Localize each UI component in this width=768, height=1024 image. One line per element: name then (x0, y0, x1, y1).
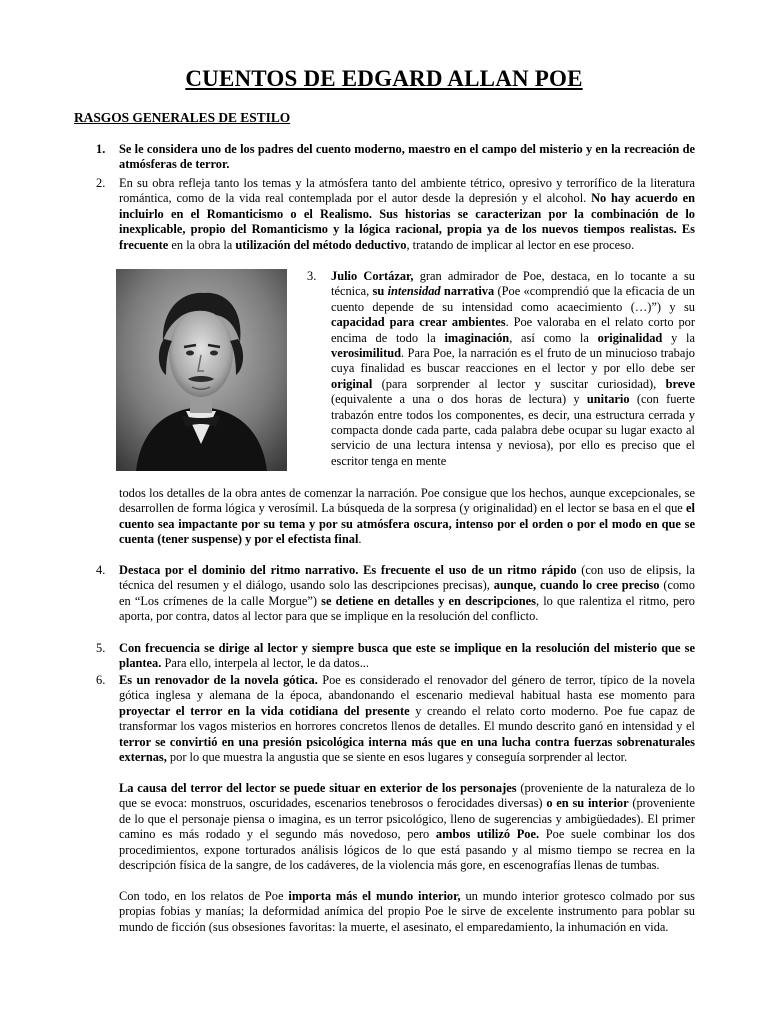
item-3-text-7: capacidad para crear ambientes (331, 315, 506, 330)
item-6-text-2: Poe es considerado el renovador del género de terror, típico de la novela gótica inglesa y alemana de la época, abandonando el escenario medieval habitual hasta ese momento para (119, 673, 695, 703)
item-3-text-21: todos los detalles de la obra antes de comenzar la narración. Poe consigue que los hechos, aunque excepcionales, se desarrollen de forma lógica y verosímil. La búsqueda de la sorpresa (y originalidad) en el lector se basa en el que (119, 486, 695, 516)
item-6-text-3: proyectar el terror en la vida cotidiana del presente (119, 703, 410, 718)
item-2-text-6: , tratando de implicar al lector en ese proceso. (406, 237, 635, 252)
item-3-text-12: y la (662, 330, 695, 345)
item-2-text-4: en la obra la (168, 237, 236, 252)
item-6-text-4: y creando el relato corto moderno. Poe fue capaz de transformar los vagos misterios en horrores concretos llenos de detalles. El mundo descrito ganó en intensidad y el (119, 703, 695, 734)
item-3-text-4: intensidad (387, 284, 441, 299)
item-4-text-3: aunque, cuando lo cree preciso (493, 578, 660, 593)
item-6-text-5: terror se convirtió en una presión psicológica interna más que en una lucha contra fuerzas sobrenaturales externas, (119, 734, 695, 765)
item-3-text-16: (para sorprender al lector y suscitar curiosidad), (372, 376, 666, 391)
item-3-text-8: . Poe valoraba en el relato corto por encima de todo la (331, 315, 695, 345)
item-6-text-1: Es un renovador de la novela gótica. (119, 673, 318, 687)
list-item-1: Se le considera uno de los padres del cuento moderno, maestro en el campo del misterio y en la recreación de atmósferas de terror. (119, 142, 695, 172)
item-number-1: 1. (96, 142, 106, 156)
item-number-3: 3. (307, 269, 317, 283)
item-4-text-6: , lo que ralentiza el ritmo, pero aporta, por contra, datos al lector para que se implique en la resolución del conflicto. (119, 593, 695, 624)
item-4-text-1: Destaca por el dominio del ritmo narrativo. Es frecuente el uso de un ritmo rápido (119, 563, 577, 577)
item-3-text-14: . Para Poe, la narración es el fruto de un minucioso trabajo cuya finalidad es buscar reacciones en el lector y por ello debe ser (331, 346, 695, 376)
list-item-5 (119, 641, 695, 672)
para-a-text-5: ambos utilizó Poe. (435, 827, 540, 842)
item-3-text-3: su (372, 284, 388, 299)
list-item-3 (331, 269, 695, 469)
para-b-text-3: un mundo interior grotesco colmado por sus propias fobias y manías; la deformidad anímica del propio Poe le sirve de excelente instrumento para poblar su mundo de ficción (sus obsesiones favoritas: la muerte, el asesinato, el emparedamiento, la inhumación en vida. (119, 889, 695, 934)
para-a-text-4: (proveniente de lo que el personaje piensa o imagina, es un terror psicológico, lleno de sugerencias y ambigüedades). El primer camino es más rodado y el segundo más novedoso, pero (119, 796, 695, 842)
item-5-text-2: Para ello, interpela al lector, le da datos... (161, 656, 369, 671)
list-item-4 (119, 563, 695, 625)
item-3-text-22: el cuento sea impactante por su tema y por su atmósfera oscura, intenso por el orden o por el modo en que se cuenta (tener suspense) y por el efectista final (119, 501, 695, 547)
item-2-text-2: No hay acuerdo en incluirlo en el Romanticismo o el Realismo. Sus historias se caracterizan por la combinación de lo inexplicable, propio del Romanticismo y la lógica racional, propia ya de los nuevos tiempos realistas. Es (119, 191, 696, 237)
item-3-text-11: originalidad (597, 330, 663, 345)
item-3-text-5: narrativa (440, 284, 495, 299)
item-3-text-20: (con fuerte trabazón entre todos los componentes, es decir, una estructura cerrada y compacta donde cada parte, cada palabra debe ocupar su lugar exacto al servicio de una lectura intensa y neviosa), por ello es preciso que el escritor tenga en mente (331, 392, 695, 468)
item-4-text-5: se detiene en detalles y en descripciones (321, 593, 536, 608)
item-3-text-10: , así como la (509, 330, 598, 345)
paragraph-terror-causes (119, 781, 695, 873)
para-a-text-6: Poe suele combinar los dos procedimientos, expone torturados análisis lógicos de lo que está pasando y al mismo tiempo se recrea en la descripción física de la sangre, de los cadáveres, de la violencia más gore, en escenografías llenas de tumbas. (119, 827, 695, 873)
item-3-text-13: verosimilitud (331, 346, 401, 361)
document-title: CUENTOS DE EDGARD ALLAN POE (185, 66, 583, 91)
item-3-text-18: (equivalente a una o dos horas de lectura) y (331, 392, 587, 407)
item-3-text-23: . (358, 532, 362, 547)
item-number-6: 6. (96, 673, 106, 687)
item-3-text-1: Julio Cortázar, (331, 269, 414, 283)
item-2-text-3: frecuente (119, 237, 169, 252)
item-3-text-9: imaginación (444, 330, 510, 345)
item-3-text-15: original (331, 376, 373, 391)
item-2-text-5: utilización del método deductivo (235, 237, 407, 252)
list-item-6 (119, 673, 695, 765)
item-number-4: 4. (96, 563, 106, 577)
item-4-text-2: (con uso de elipsis, la técnica del resumen y el diálogo, usando solo las descripciones precisas), (119, 563, 695, 593)
section-heading: RASGOS GENERALES DE ESTILO (74, 110, 291, 125)
item-4-text-4: (como en “Los crímenes de la calle Morgue”) (119, 578, 695, 608)
item-number-2: 2. (96, 176, 106, 190)
item-6-text-6: por lo que muestra la angustia que se siente en esos lugares y conseguía sorprender al lector. (166, 750, 628, 765)
item-2-text-1: En su obra refleja tanto los temas y la atmósfera tanto del ambiente tétrico, opresivo y terrorífico de la literatura romántica, como de la vida real contemplada por el autor desde la depresión y el alcohol. (119, 176, 695, 206)
para-a-text-2: (proveniente de la naturaleza de lo que se evoca: monstruos, oscuridades, escenarios tenebrosos o ferocidades diversas) (119, 781, 695, 811)
para-b-text-2: importa más el mundo interior, (288, 889, 461, 903)
item-3-text-2: gran admirador de Poe, destaca, en lo tocante a su técnica, (331, 269, 696, 299)
item-5-text-1: Con frecuencia se dirige al lector y siempre busca que este se implique en la resolución del misterio que se plantea. (119, 641, 695, 671)
item-3-text-6: (Poe «comprendió que la eficacia de un cuento depende de su intensidad como acaecimiento (…)”) y su (331, 284, 696, 314)
item-number-5: 5. (96, 641, 106, 655)
paragraph-inner-world (119, 889, 695, 935)
para-a-text-3: o en su interior (546, 796, 629, 811)
author-portrait (116, 269, 287, 471)
list-item-2 (119, 176, 695, 253)
para-b-text-1: Con todo, en los relatos de Poe (119, 889, 289, 903)
para-a-text-1: La causa del terror del lector se puede situar en exterior de los personajes (119, 781, 517, 795)
item-3-text-19: unitario (586, 392, 630, 407)
item-3-text-17: breve (665, 376, 695, 391)
list-item-3-continued (119, 486, 695, 548)
